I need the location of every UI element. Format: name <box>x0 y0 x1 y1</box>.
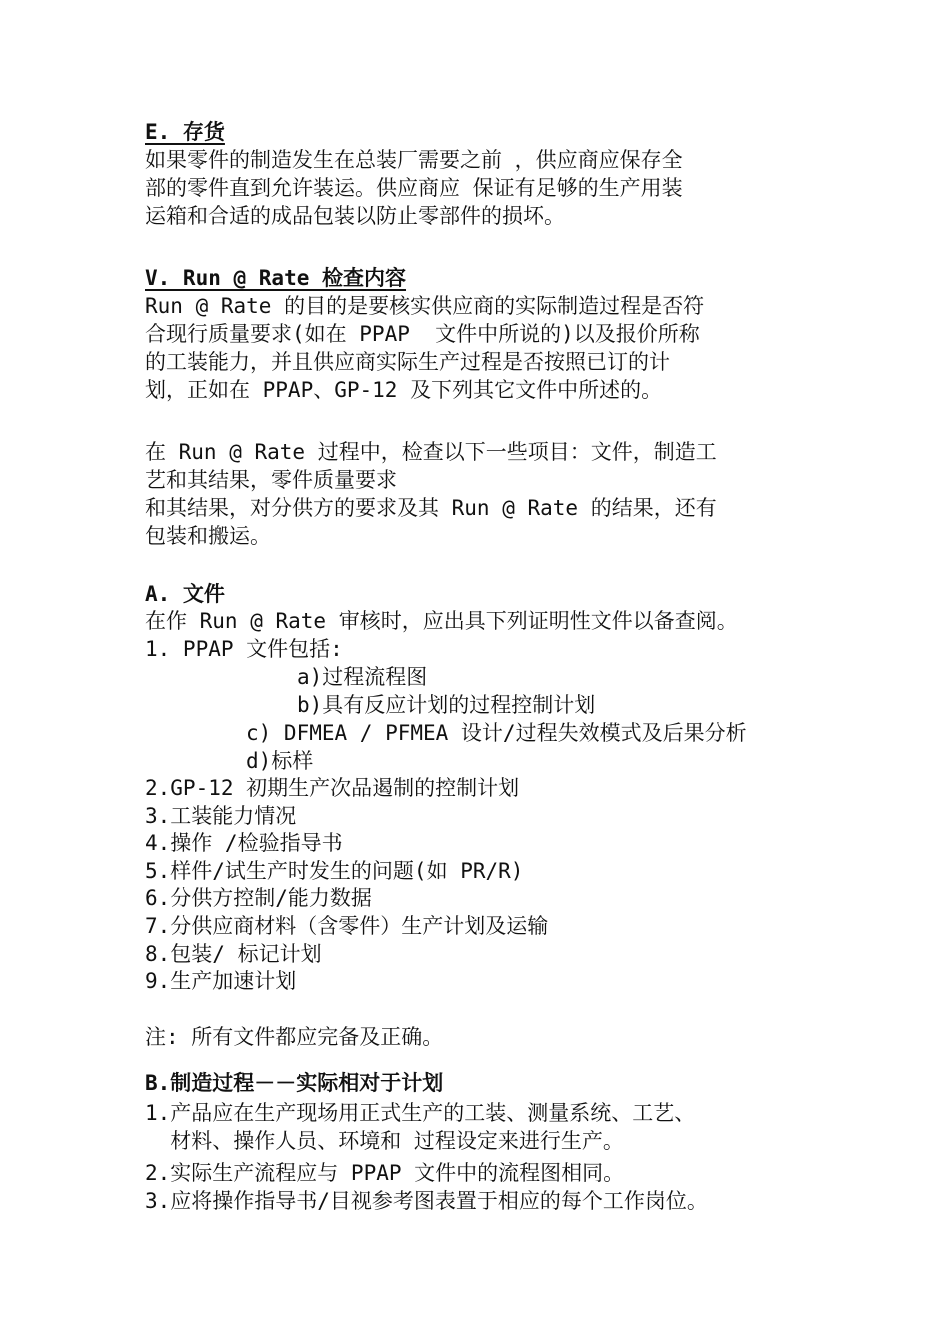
section-v-para2-line: 在 Run @ Rate 过程中，检查以下一些项目：文件，制造工 <box>145 440 717 464</box>
section-b-line: 材料、操作人员、环境和 过程设定来进行生产。 <box>145 1129 624 1153</box>
section-e-line: 运箱和合适的成品包装以防止零部件的损坏。 <box>145 204 565 228</box>
section-a-heading: A. 文件 <box>145 582 225 606</box>
section-b-line: 1.产品应在生产现场用正式生产的工装、测量系统、工艺、 <box>145 1101 696 1125</box>
section-b-line: 2.实际生产流程应与 PPAP 文件中的流程图相同。 <box>145 1161 625 1185</box>
section-a-item: 6.分供方控制/能力数据 <box>145 886 372 910</box>
section-a-item: 7.分供应商材料（含零件）生产计划及运输 <box>145 914 549 938</box>
section-a-subitem: a)过程流程图 <box>297 665 428 689</box>
section-v-para1-line: 的工装能力，并且供应商实际生产过程是否按照已订的计 <box>145 350 670 374</box>
section-v-para1-line: 合现行质量要求(如在 PPAP 文件中所说的)以及报价所称 <box>145 322 700 346</box>
section-v-para2-line: 和其结果，对分供方的要求及其 Run @ Rate 的结果，还有 <box>145 496 717 520</box>
section-a-note: 注: 所有文件都应完备及正确。 <box>145 1025 444 1049</box>
section-a-item: 5.样件/试生产时发生的问题(如 PR/R) <box>145 859 524 883</box>
section-a-item: 3.工装能力情况 <box>145 804 297 828</box>
section-a-item: 8.包装/ 标记计划 <box>145 942 322 966</box>
section-a-item: 1. PPAP 文件包括: <box>145 637 343 661</box>
section-a-subitem: b)具有反应计划的过程控制计划 <box>297 693 596 717</box>
section-a-subitem: c) DFMEA / PFMEA 设计/过程失效模式及后果分析 <box>246 721 747 745</box>
section-a-subitem: d)标样 <box>246 749 314 773</box>
section-a-intro: 在作 Run @ Rate 审核时，应出具下列证明性文件以备查阅。 <box>145 609 738 633</box>
section-v-heading: V. Run @ Rate 检查内容 <box>145 266 407 290</box>
section-e-line: 部的零件直到允许装运。供应商应 保证有足够的生产用装 <box>145 176 683 200</box>
section-e-heading: E. 存货 <box>145 120 225 144</box>
section-e-line: 如果零件的制造发生在总装厂需要之前 ，供应商应保存全 <box>145 148 683 172</box>
section-v-para2-line: 艺和其结果，零件质量要求 <box>145 468 397 492</box>
section-a-item: 4.操作 /检验指导书 <box>145 831 343 855</box>
section-a-item: 2.GP-12 初期生产次品遏制的控制计划 <box>145 776 520 800</box>
section-v-para1-line: Run @ Rate 的目的是要核实供应商的实际制造过程是否符 <box>145 294 705 318</box>
section-b-line: 3.应将操作指导书/目视参考图表置于相应的每个工作岗位。 <box>145 1189 708 1213</box>
section-v-para2-line: 包装和搬运。 <box>145 524 271 548</box>
section-v-para1-line: 划，正如在 PPAP、GP-12 及下列其它文件中所述的。 <box>145 378 663 402</box>
section-b-heading: B.制造过程－－实际相对于计划 <box>145 1071 444 1095</box>
section-a-item: 9.生产加速计划 <box>145 969 297 993</box>
